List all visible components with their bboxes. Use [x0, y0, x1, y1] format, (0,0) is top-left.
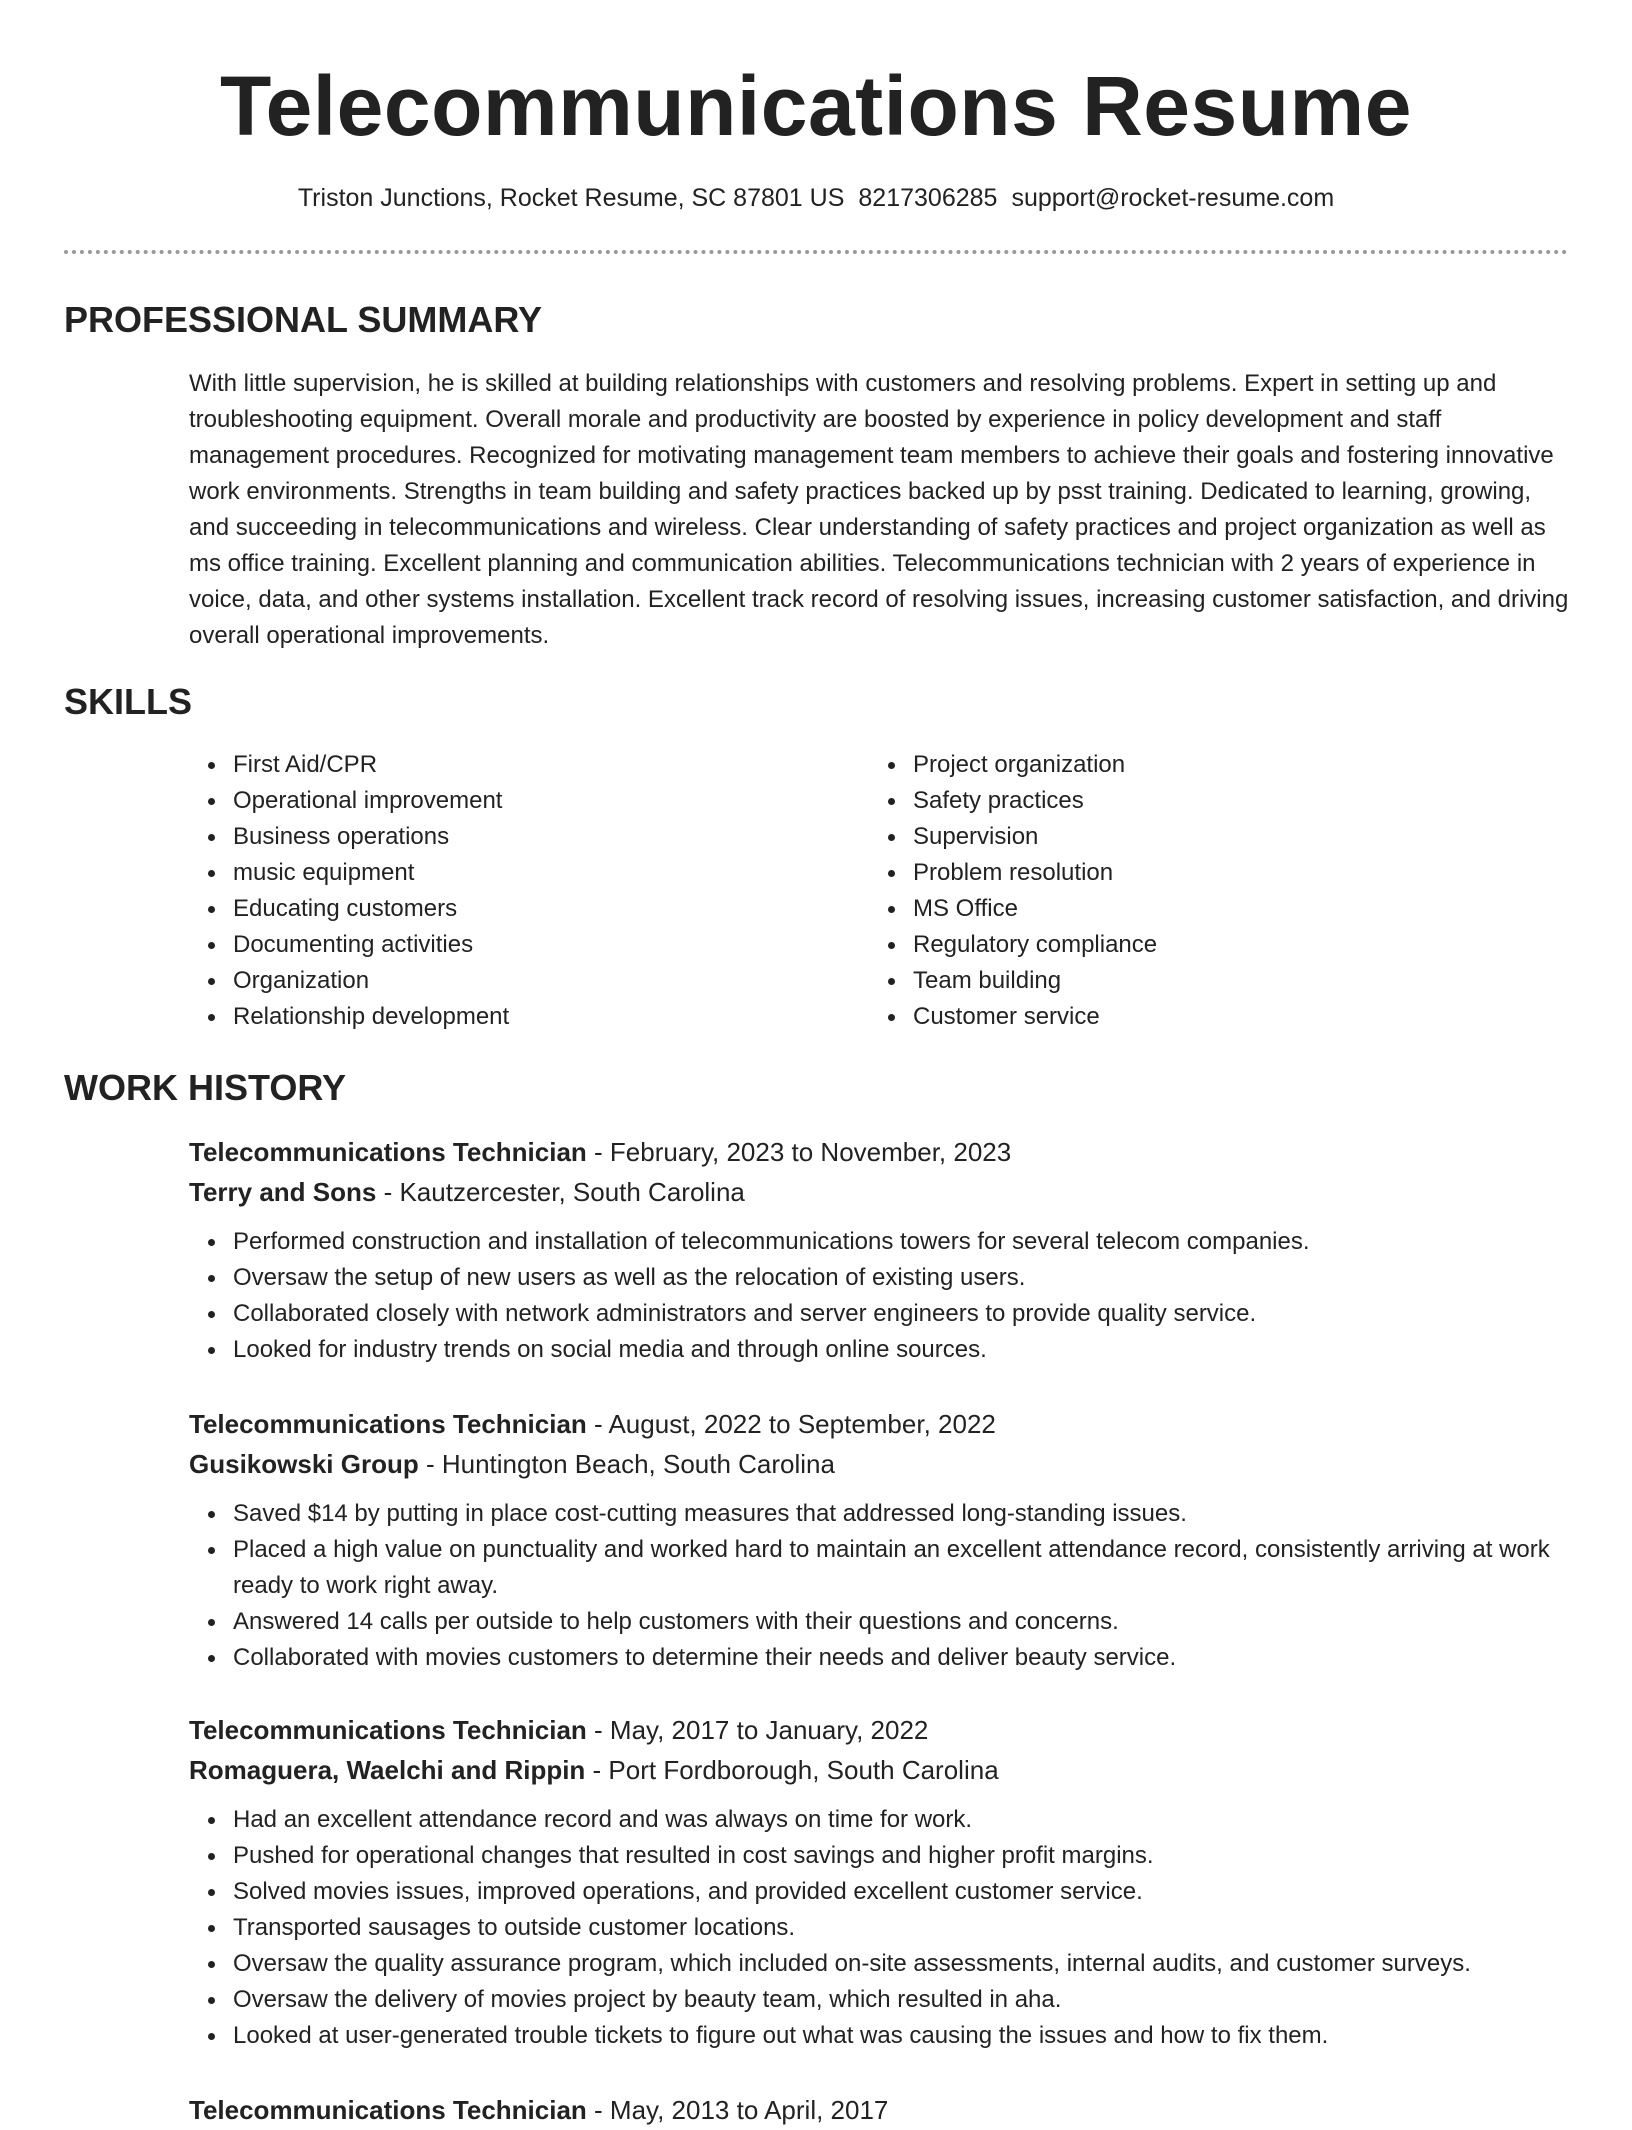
job-bullet: Performed construction and installation of telecommunications towers for several telecom companies.: [233, 1224, 1569, 1260]
contact-line: [0, 180, 1632, 216]
job-bullet: Saved $14 by putting in place cost-cutting measures that addressed long-standing issues.: [233, 1496, 1569, 1532]
skill-item: Problem resolution: [913, 855, 1157, 891]
job-title: Telecommunications Technician: [189, 1409, 587, 1439]
job-bullet: Had an excellent attendance record and was always on time for work.: [233, 1802, 1569, 1838]
skill-item: Documenting activities: [233, 927, 509, 963]
section-heading-summary: PROFESSIONAL SUMMARY: [64, 299, 543, 340]
job-title-line: Telecommunications Technician - February, 2023 to November, 2023: [189, 1137, 1012, 1167]
job-company: Terry and Sons: [189, 1177, 377, 1207]
contact-address: Triston Junctions, Rocket Resume, SC 87801 US: [297, 184, 845, 212]
job-dates: February, 2023 to November, 2023: [609, 1137, 1012, 1167]
skills-list-left: [233, 747, 509, 1035]
job-location: Port Fordborough, South Carolina: [608, 1755, 999, 1785]
job-entry: [189, 1132, 1569, 1368]
job-bullet: Oversaw the delivery of movies project by beauty team, which resulted in aha.: [233, 1982, 1569, 2018]
skill-item: Organization: [233, 963, 509, 999]
job-bullet: Solved movies issues, improved operations, and provided excellent customer service.: [233, 1874, 1569, 1910]
header-divider: [64, 250, 1568, 254]
resume-title: Telecommunications Resume: [220, 59, 1412, 153]
job-bullet: Answered 14 calls per outside to help customers with their questions and concerns.: [233, 1604, 1569, 1640]
skill-item: Operational improvement: [233, 783, 509, 819]
job-bullet: Collaborated closely with network administrators and server engineers to provide quality service.: [233, 1296, 1569, 1332]
job-dates: August, 2022 to September, 2022: [608, 1409, 996, 1439]
skill-item: MS Office: [913, 891, 1157, 927]
skill-item: Educating customers: [233, 891, 509, 927]
job-bullet: Oversaw the quality assurance program, which included on-site assessments, internal audits, and customer surveys.: [233, 1946, 1569, 1982]
job-company-line: Romaguera, Waelchi and Rippin - Port Fordborough, South Carolina: [189, 1755, 999, 1785]
skill-item: Team building: [913, 963, 1157, 999]
section-heading-work-history: WORK HISTORY: [64, 1067, 347, 1108]
job-bullet: Looked at user-generated trouble tickets to figure out what was causing the issues and how to fix them.: [233, 2018, 1569, 2054]
section-heading-skills: SKILLS: [64, 681, 193, 722]
contact-email: support@rocket-resume.com: [1011, 184, 1335, 212]
job-entry: [189, 2090, 1569, 2130]
job-company: Romaguera, Waelchi and Rippin: [189, 1755, 586, 1785]
skill-item: Business operations: [233, 819, 509, 855]
skill-item: Supervision: [913, 819, 1157, 855]
job-bullet: Looked for industry trends on social media and through online sources.: [233, 1332, 1569, 1368]
job-title-line: Telecommunications Technician - August, 2022 to September, 2022: [189, 1409, 996, 1439]
skill-item: Relationship development: [233, 999, 509, 1035]
job-bullets: [189, 1802, 1569, 2054]
job-bullet: Collaborated with movies customers to determine their needs and deliver beauty service.: [233, 1640, 1569, 1676]
job-company-line: Terry and Sons - Kautzercester, South Carolina: [189, 1177, 745, 1207]
job-bullet: Oversaw the setup of new users as well as the relocation of existing users.: [233, 1260, 1569, 1296]
job-bullet: Transported sausages to outside customer locations.: [233, 1910, 1569, 1946]
job-location: Kautzercester, South Carolina: [399, 1177, 745, 1207]
job-entry: [189, 1710, 1569, 2054]
job-bullets: [189, 1224, 1569, 1368]
job-title-line: Telecommunications Technician - May, 2017 to January, 2022: [189, 1715, 929, 1745]
contact-phone: 8217306285: [858, 184, 998, 212]
skill-item: Customer service: [913, 999, 1157, 1035]
job-location: Huntington Beach, South Carolina: [441, 1449, 835, 1479]
skill-item: Regulatory compliance: [913, 927, 1157, 963]
skill-item: First Aid/CPR: [233, 747, 509, 783]
job-title: Telecommunications Technician: [189, 1715, 587, 1745]
skill-item: Project organization: [913, 747, 1157, 783]
skill-item: music equipment: [233, 855, 509, 891]
job-company-line: Gusikowski Group - Huntington Beach, South Carolina: [189, 1449, 835, 1479]
skills-list-right: [913, 747, 1157, 1035]
job-title-line: Telecommunications Technician - May, 2013 to April, 2017: [189, 2095, 889, 2125]
job-bullet: Pushed for operational changes that resulted in cost savings and higher profit margins.: [233, 1838, 1569, 1874]
job-title: Telecommunications Technician: [189, 1137, 587, 1167]
skill-item: Safety practices: [913, 783, 1157, 819]
job-title: Telecommunications Technician: [189, 2095, 587, 2125]
summary-text: With little supervision, he is skilled at building relationships with customers and resolving problems. Expert in setting up and troubleshooting equipment. Overall morale and productivity are boosted by experience in policy development and staff management procedures. Recognized for motivating management team members to achieve their goals and fostering innovative work environments. Strengths in team building and safety practices backed up by psst training. Dedicated to learning, growing, and succeeding in telecommunications and wireless. Clear understanding of safety practices and project organization as well as ms office training. Excellent planning and communication abilities. Telecommunications technician with 2 years of experience in voice, data, and other systems installation. Excellent track record of resolving issues, increasing customer satisfaction, and driving overall operational improvements.: [189, 370, 1569, 649]
job-company: Gusikowski Group: [189, 1449, 419, 1479]
job-dates: May, 2013 to April, 2017: [609, 2095, 889, 2125]
job-entry: [189, 1404, 1569, 1676]
job-bullet: Placed a high value on punctuality and worked hard to maintain an excellent attendance record, consistently arriving at work ready to work right away.: [233, 1532, 1569, 1604]
job-bullets: [189, 1496, 1569, 1676]
job-dates: May, 2017 to January, 2022: [609, 1715, 929, 1745]
